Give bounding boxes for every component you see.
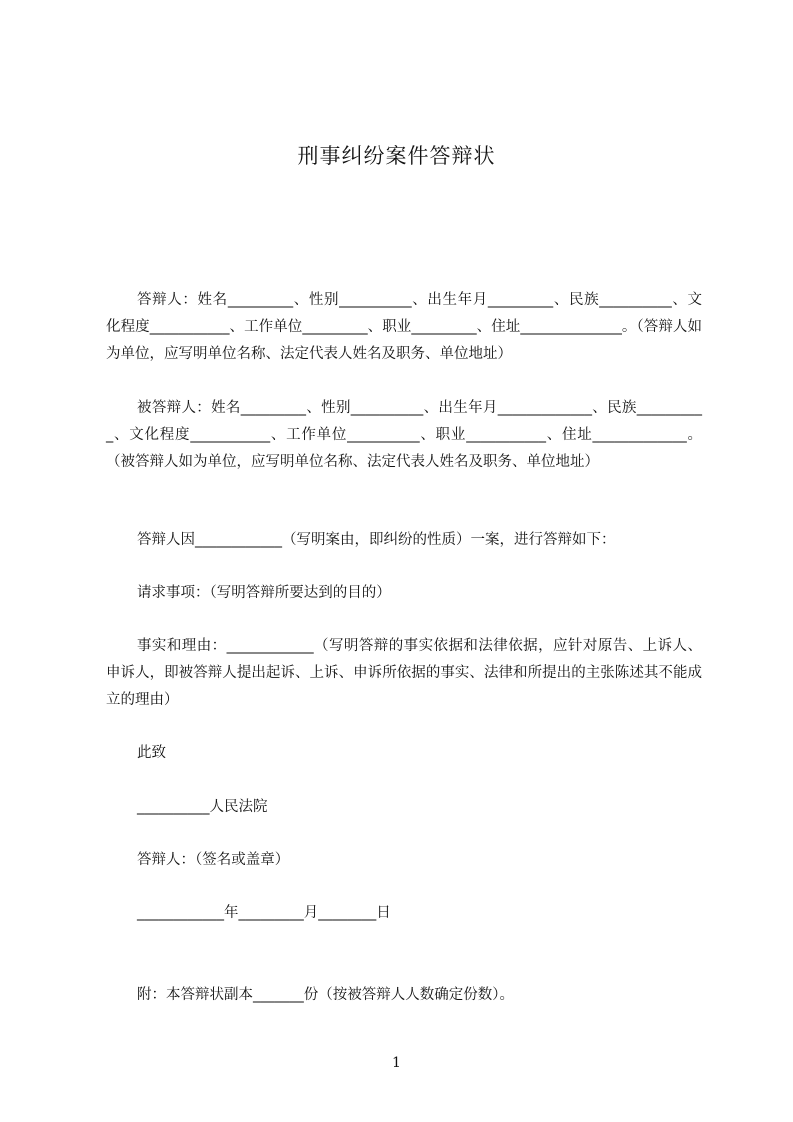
cause-paragraph: 答辩人因____________（写明案由，即纠纷的性质）一案，进行答辩如下：	[137, 532, 616, 548]
facts-paragraph: 事实和理由：____________（写明答辩的事实依据和法律依据，应针对原告、上诉人、申诉人，即被答辩人提出起诉、上诉、申诉所依据的事实、法律和所提出的主张陈述其不能成立的理由）	[106, 638, 702, 708]
signature-line: 答辩人：（签名或盖章）	[137, 852, 290, 868]
date-line: ____________年_________月________日	[137, 905, 391, 921]
court-line: __________人民法院	[137, 799, 268, 815]
respondent-info-paragraph: 答辩人：姓名_________、性别__________、出生年月_________、民族__________、文化程度___________、工作单位_________、职业_________、住址______________。（答辩人如为单位，应写明单位名称、法定代表人姓名及职务、单位地址）	[106, 292, 702, 362]
attachment-line: 附：本答辩状副本_______份（按被答辩人人数确定份数）。	[137, 987, 514, 1003]
page-number: 1	[392, 1055, 401, 1071]
salutation-text: 此致	[137, 745, 166, 761]
request-paragraph: 请求事项：（写明答辩所要达到的目的）	[137, 585, 391, 601]
opponent-info-paragraph: 被答辩人：姓名_________、性别__________、出生年月_____________、民族__________、文化程度___________、工作单位__________、职业___________、住址_____________。（被答辩人如为单位，应写明单位名称、法定代表人姓名及职务、单位地址）	[106, 400, 702, 470]
document-title: 刑事纠纷案件答辩状	[297, 144, 496, 168]
